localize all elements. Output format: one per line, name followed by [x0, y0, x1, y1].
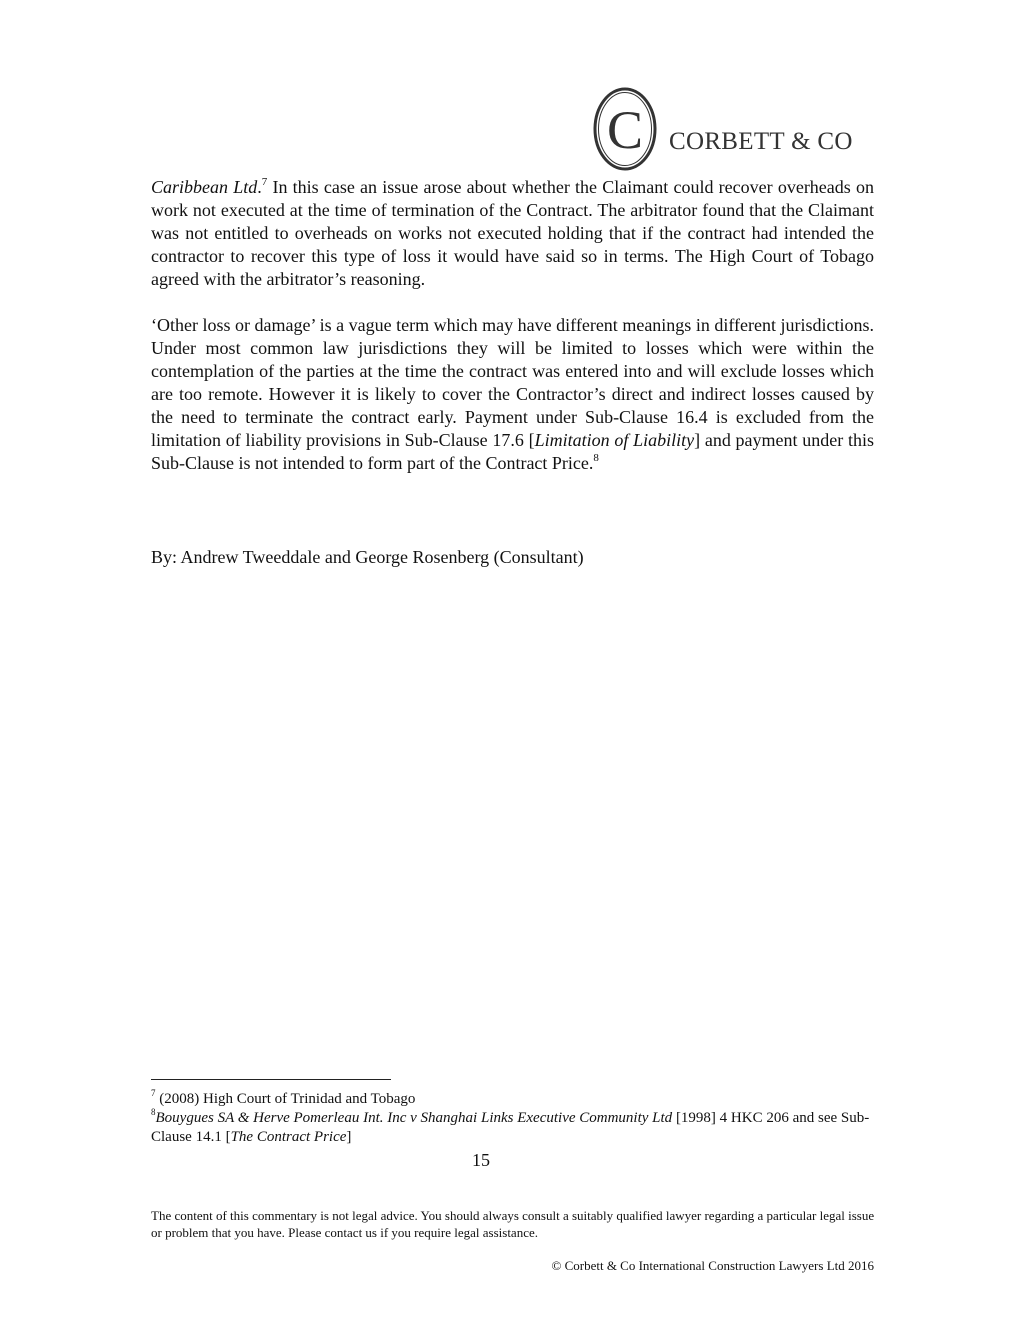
- corbett-logo: [592, 86, 882, 176]
- paragraph-2-text-a: ‘Other loss or damage’ is a vague term which may have different meanings in different jurisdictions. Under most common law jurisdictions they will be limited to losses which were within the contemplation of the parties at the time the contract was entered into and will exclude losses which are too remote. However it is likely to cover the Contractor’s direct and indirect losses caused by the need to terminate the contract early. Payment under Sub-Clause 16.4 is excluded from the limitation of liability provisions in Sub-Clause 17.6 [: [151, 315, 874, 450]
- corbett-logo-mark: [592, 86, 658, 172]
- case-name: Caribbean Ltd: [151, 177, 258, 197]
- footnote-8: [151, 1109, 876, 1147]
- footnote-8-text-a: [1998] 4 HKC 206 and see Sub-Clause 14.1 [: [151, 1110, 870, 1145]
- footnote-8-text-b: ]: [346, 1129, 352, 1145]
- footnote-8-case-name: Bouygues SA & Herve Pomerleau Int. Inc v Shanghai Links Executive Community Ltd: [155, 1110, 673, 1126]
- footnote-ref-7[interactable]: 7: [261, 176, 268, 188]
- paragraph-1: [151, 176, 874, 291]
- paragraph-1-text: In this case an issue arose about whether the Claimant could recover overheads on work not executed at the time of termination of the Contract. The arbitrator found that the Claimant was not entitled to overheads on works not executed holding that if the contract had intended the contractor to recover this type of loss it would have said so in terms. The High Court of Tobago agreed with the arbitrator’s reasoning.: [151, 177, 875, 289]
- logo-company-name: CORBETT & CO: [669, 128, 853, 155]
- footnote-7-number: 7: [151, 1088, 156, 1098]
- footnote-divider: [151, 1079, 391, 1080]
- page-number: 15: [472, 1150, 490, 1170]
- footnote-8-number: 8: [151, 1107, 156, 1117]
- footnote-7: [151, 1090, 876, 1109]
- footnotes: [151, 1090, 876, 1147]
- disclaimer: The content of this commentary is not legal advice. You should always consult a suitably qualified lawyer regarding a particular legal issue or problem that you have. Please contact us if you require legal assistance.: [151, 1208, 875, 1240]
- footnote-8-clause-title: The Contract Price: [230, 1129, 347, 1145]
- copyright: © Corbett & Co International Construction Lawyers Ltd 2016: [551, 1258, 874, 1273]
- case-name-period: .: [257, 177, 262, 197]
- footnote-7-text: (2008) High Court of Trinidad and Tobago: [155, 1091, 416, 1107]
- logo-letter: C: [606, 100, 644, 160]
- body-text: [151, 176, 874, 475]
- byline: By: Andrew Tweeddale and George Rosenberg (Consultant): [151, 547, 584, 567]
- paragraph-2-text-b: ] and payment under this Sub-Clause is not intended to form part of the Contract Price.: [151, 430, 874, 473]
- footnote-ref-8[interactable]: 8: [593, 452, 599, 464]
- paragraph-2: [151, 314, 874, 475]
- clause-title: Limitation of Liability: [534, 430, 695, 450]
